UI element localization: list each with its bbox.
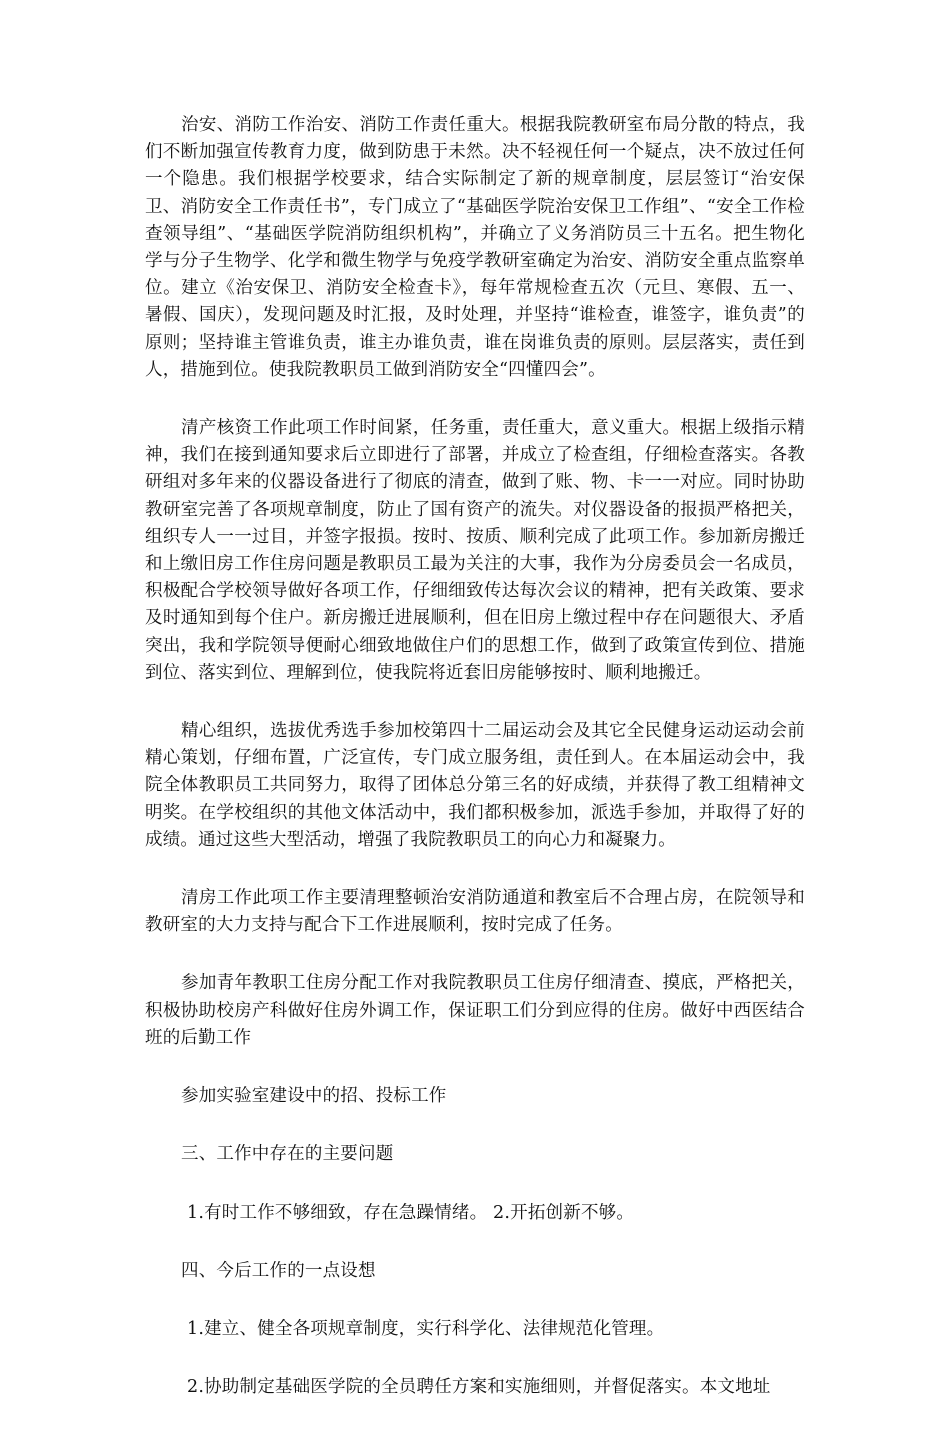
paragraph-sports-meet: 精心组织，选拔优秀选手参加校第四十二届运动会及其它全民健身运动运动会前精心策划，仔细布置，广泛宣传，专门成立服务组，责任到人。在本届运动会中，我院全体教职员工共同努力，取得了团体总分第三名的好成绩，并获得了教工组精神文明奖。在学校组织的其他文体活动中，我们都积极参加，派选手参加，并取得了好的成绩。通过这些大型活动，增强了我院教职员工的向心力和凝聚力。 <box>145 721 805 850</box>
list-item-future-2: 2.协助制定基础医学院的全员聘任方案和实施细则，并督促落实。本文地址 <box>187 1377 771 1398</box>
paragraph-housing-allocation: 参加青年教职工住房分配工作对我院教职员工住房仔细清查、摸底，严格把关，积极协助校房产科做好住房外调工作，保证职工们分到应得的住房。做好中西医结合班的后勤工作 <box>145 973 805 1048</box>
list-item-future-1: 1.建立、健全各项规章制度，实行科学化、法律规范化管理。 <box>187 1318 665 1339</box>
section-heading-future: 四、今后工作的一点设想 <box>181 1260 376 1281</box>
list-item-problems: 1.有时工作不够细致，存在急躁情绪。 2.开拓创新不够。 <box>187 1202 635 1223</box>
paragraph-lab-bidding: 参加实验室建设中的招、投标工作 <box>181 1086 447 1107</box>
paragraph-room-cleanup: 清房工作此项工作主要清理整顿治安消防通道和教室后不合理占房，在院领导和教研室的大力支持与配合下工作进展顺利，按时完成了任务。 <box>145 888 805 936</box>
paragraph-security-fire: 治安、消防工作治安、消防工作责任重大。根据我院教研室布局分散的特点，我们不断加强宣传教育力度，做到防患于未然。决不轻视任何一个疑点，决不放过任何一个隐患。我们根据学校要求，结合实际制定了新的规章制度，层层签订“治安保卫、消防安全工作责任书”，专门成立了“基础医学院治安保卫工作组”、“安全工作检查领导组”、“基础医学院消防组织机构”，并确立了义务消防员三十五名。把生物化学与分子生物学、化学和微生物学与免疫学教研室确定为治安、消防安全重点监察单位。建立《治安保卫、消防安全检查卡》，每年常规检查五次（元旦、寒假、五一、暑假、国庆），发现问题及时汇报，及时处理，并坚持“谁检查，谁签字，谁负责”的原则；坚持谁主管谁负责，谁主办谁负责，谁在岗谁负责的原则。层层落实，责任到人，措施到位。使我院教职员工做到消防安全“四懂四会”。 <box>145 115 805 380</box>
section-heading-problems: 三、工作中存在的主要问题 <box>181 1144 394 1165</box>
document-page <box>145 112 805 1432</box>
paragraph-asset-verification: 清产核资工作此项工作时间紧，任务重，责任重大，意义重大。根据上级指示精神，我们在接到通知要求后立即进行了部署，并成立了检查组，仔细检查落实。各教研组对多年来的仪器设备进行了彻底的清查，做到了账、物、卡一一对应。同时协助教研室完善了各项规章制度，防止了国有资产的流失。对仪器设备的报损严格把关，组织专人一一过目，并签字报损。按时、按质、顺利完成了此项工作。参加新房搬迁和上缴旧房工作住房问题是教职员工最为关注的大事，我作为分房委员会一名成员，积极配合学校领导做好各项工作，仔细细致传达每次会议的精神，把有关政策、要求及时通知到每个住户。新房搬迁进展顺利，但在旧房上缴过程中存在问题很大、矛盾突出，我和学院领导便耐心细致地做住户们的思想工作，做到了政策宣传到位、措施到位、落实到位、理解到位，使我院将近套旧房能够按时、顺利地搬迁。 <box>145 418 805 683</box>
